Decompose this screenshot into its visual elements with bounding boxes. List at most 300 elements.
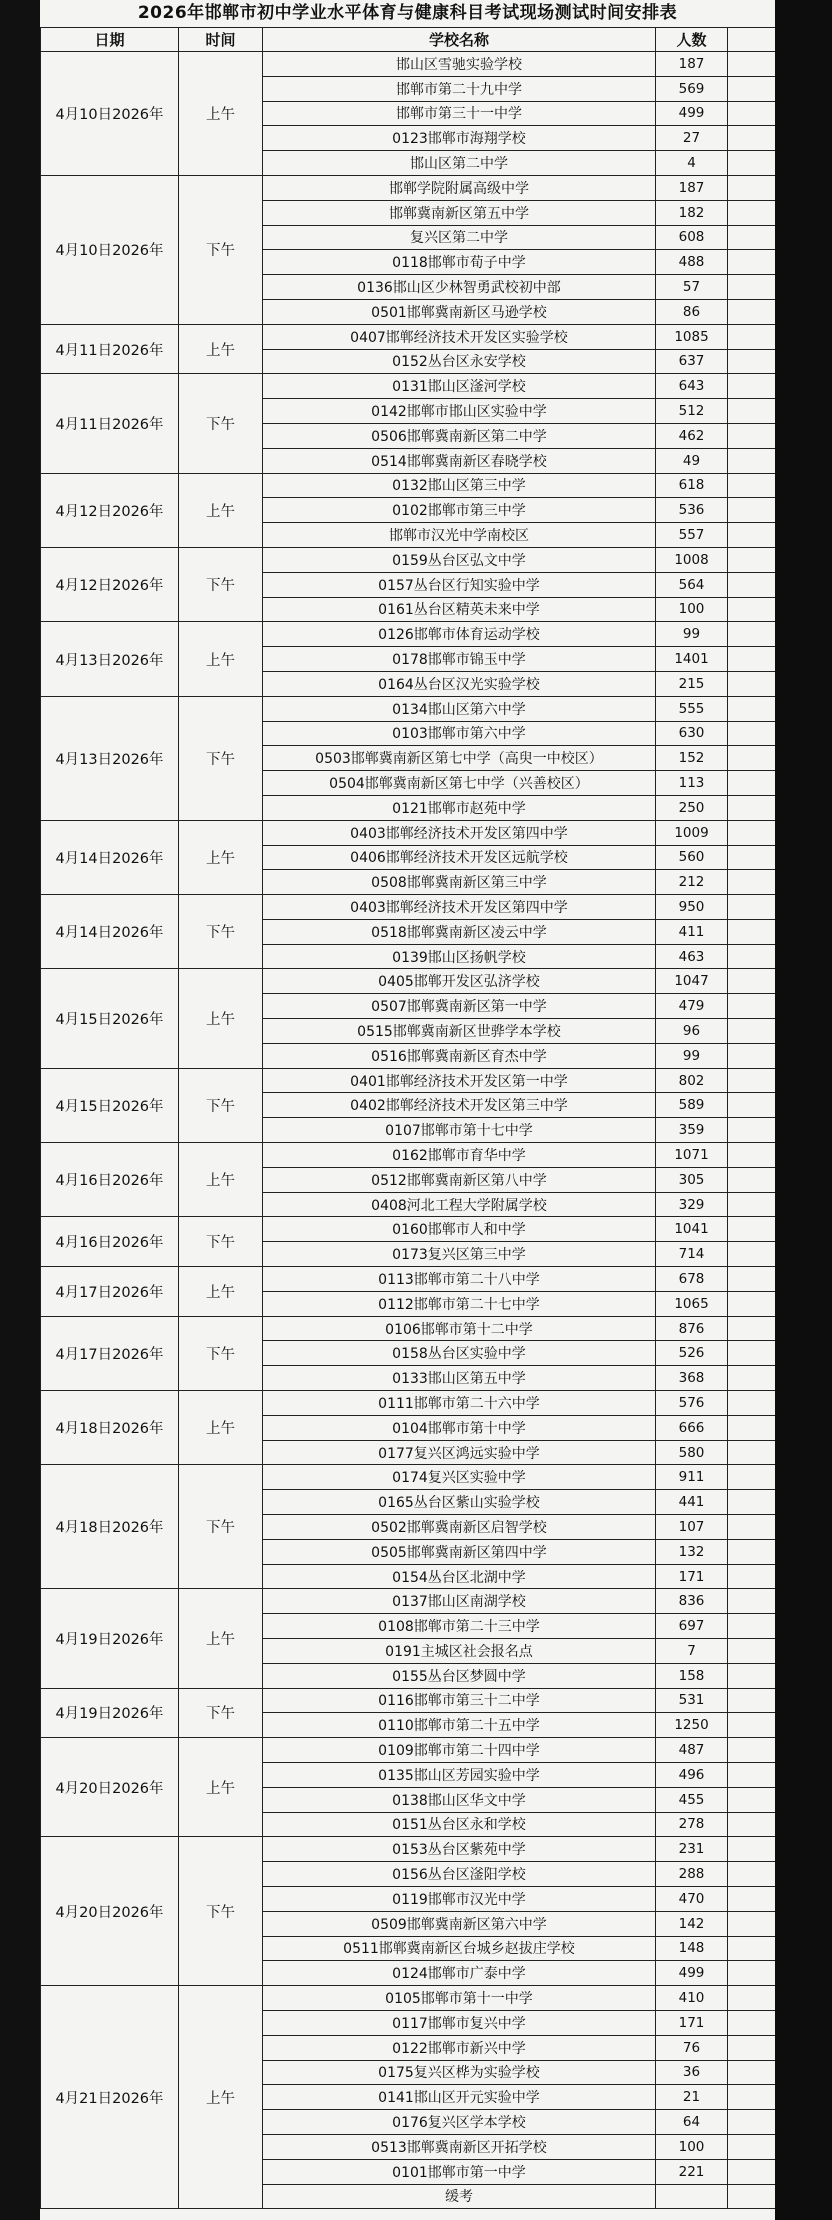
count-cell: 512 — [656, 399, 728, 424]
blank-cell — [728, 2159, 776, 2184]
school-cell: 0138邯山区华文中学 — [263, 1787, 656, 1812]
blank-cell — [728, 523, 776, 548]
blank-cell — [728, 423, 776, 448]
count-cell: 100 — [656, 597, 728, 622]
count-cell: 488 — [656, 250, 728, 275]
blank-cell — [728, 1242, 776, 1267]
blank-cell — [728, 895, 776, 920]
school-cell: 0173复兴区第三中学 — [263, 1242, 656, 1267]
count-cell: 531 — [656, 1688, 728, 1713]
count-cell: 359 — [656, 1118, 728, 1143]
school-cell: 0116邯郸市第三十二中学 — [263, 1688, 656, 1713]
school-cell: 0503邯郸冀南新区第七中学（高臾一中校区） — [263, 746, 656, 771]
date-cell: 4月17日2026年 — [41, 1316, 179, 1390]
count-cell: 487 — [656, 1738, 728, 1763]
count-cell: 305 — [656, 1167, 728, 1192]
blank-cell — [728, 721, 776, 746]
school-cell: 0162邯郸市育华中学 — [263, 1143, 656, 1168]
blank-cell — [728, 1911, 776, 1936]
period-cell: 上午 — [179, 622, 263, 696]
blank-cell — [728, 2085, 776, 2110]
school-cell: 0518邯郸冀南新区凌云中学 — [263, 919, 656, 944]
count-cell: 148 — [656, 1936, 728, 1961]
school-cell: 0133邯山区第五中学 — [263, 1366, 656, 1391]
count-cell: 7 — [656, 1639, 728, 1664]
blank-cell — [728, 299, 776, 324]
count-cell: 1085 — [656, 324, 728, 349]
count-cell: 911 — [656, 1465, 728, 1490]
school-cell: 0136邯山区少林智勇武校初中部 — [263, 275, 656, 300]
date-cell: 4月11日2026年 — [41, 374, 179, 473]
school-cell: 邯山区第二中学 — [263, 151, 656, 176]
count-cell: 836 — [656, 1589, 728, 1614]
table-row — [41, 1589, 776, 1614]
count-cell: 499 — [656, 101, 728, 126]
school-cell: 0175复兴区桦为实验学校 — [263, 2060, 656, 2085]
blank-cell — [728, 1862, 776, 1887]
blank-cell — [728, 1415, 776, 1440]
blank-cell — [728, 324, 776, 349]
blank-cell — [728, 647, 776, 672]
count-cell: 666 — [656, 1415, 728, 1440]
header-time: 时间 — [179, 28, 263, 52]
count-cell: 107 — [656, 1515, 728, 1540]
count-cell: 96 — [656, 1019, 728, 1044]
school-cell: 0160邯郸市人和中学 — [263, 1217, 656, 1242]
school-cell: 0159丛台区弘文中学 — [263, 547, 656, 572]
date-cell: 4月18日2026年 — [41, 1391, 179, 1465]
table-row — [41, 1316, 776, 1341]
school-cell: 0153丛台区紫苑中学 — [263, 1837, 656, 1862]
school-cell: 0178邯郸市锦玉中学 — [263, 647, 656, 672]
date-cell: 4月13日2026年 — [41, 622, 179, 696]
school-cell: 0157丛台区行知实验中学 — [263, 572, 656, 597]
count-cell: 463 — [656, 944, 728, 969]
count-cell: 557 — [656, 523, 728, 548]
blank-cell — [728, 795, 776, 820]
table-row — [41, 895, 776, 920]
blank-cell — [728, 1936, 776, 1961]
count-cell: 462 — [656, 423, 728, 448]
period-cell: 下午 — [179, 374, 263, 473]
school-cell: 0122邯郸市新兴中学 — [263, 2035, 656, 2060]
blank-cell — [728, 919, 776, 944]
count-cell: 100 — [656, 2134, 728, 2159]
count-cell: 576 — [656, 1391, 728, 1416]
count-cell: 171 — [656, 1564, 728, 1589]
period-cell: 上午 — [179, 1143, 263, 1217]
date-cell: 4月10日2026年 — [41, 175, 179, 324]
period-cell: 下午 — [179, 696, 263, 820]
count-cell: 1401 — [656, 647, 728, 672]
school-cell: 0112邯郸市第二十七中学 — [263, 1291, 656, 1316]
count-cell: 678 — [656, 1267, 728, 1292]
school-cell: 0515邯郸冀南新区世骅学本学校 — [263, 1019, 656, 1044]
school-cell: 0165丛台区紫山实验学校 — [263, 1490, 656, 1515]
school-cell: 0512邯郸冀南新区第八中学 — [263, 1167, 656, 1192]
school-cell: 0505邯郸冀南新区第四中学 — [263, 1539, 656, 1564]
period-cell: 下午 — [179, 1465, 263, 1589]
school-cell: 0141邯山区开元实验中学 — [263, 2085, 656, 2110]
count-cell: 479 — [656, 994, 728, 1019]
count-cell: 697 — [656, 1614, 728, 1639]
blank-cell — [728, 2184, 776, 2209]
blank-cell — [728, 2060, 776, 2085]
count-cell: 221 — [656, 2159, 728, 2184]
school-cell: 0139邯山区扬帆学校 — [263, 944, 656, 969]
blank-cell — [728, 2035, 776, 2060]
date-cell: 4月14日2026年 — [41, 895, 179, 969]
date-cell: 4月15日2026年 — [41, 969, 179, 1068]
table-row — [41, 1837, 776, 1862]
school-cell: 0511邯郸冀南新区台城乡赵拔庄学校 — [263, 1936, 656, 1961]
count-cell: 288 — [656, 1862, 728, 1887]
count-cell: 536 — [656, 498, 728, 523]
count-cell: 99 — [656, 622, 728, 647]
count-cell: 187 — [656, 175, 728, 200]
school-cell: 0158丛台区实验中学 — [263, 1341, 656, 1366]
school-cell: 邯郸市汉光中学南校区 — [263, 523, 656, 548]
dark-margin — [775, 0, 832, 2220]
table-row — [41, 1267, 776, 1292]
school-cell: 0109邯郸市第二十四中学 — [263, 1738, 656, 1763]
count-cell: 4 — [656, 151, 728, 176]
count-cell: 1041 — [656, 1217, 728, 1242]
period-cell: 下午 — [179, 1688, 263, 1738]
table-row — [41, 374, 776, 399]
blank-cell — [728, 671, 776, 696]
blank-cell — [728, 2110, 776, 2135]
blank-cell — [728, 52, 776, 77]
school-cell: 0131邯山区滏河学校 — [263, 374, 656, 399]
school-cell: 0132邯山区第三中学 — [263, 473, 656, 498]
school-cell: 0111邯郸市第二十六中学 — [263, 1391, 656, 1416]
count-cell: 589 — [656, 1093, 728, 1118]
period-cell: 下午 — [179, 1837, 263, 1986]
school-cell: 0118邯郸市荀子中学 — [263, 250, 656, 275]
table-row — [41, 1068, 776, 1093]
header-count: 人数 — [656, 28, 728, 52]
blank-cell — [728, 1837, 776, 1862]
blank-cell — [728, 1639, 776, 1664]
blank-cell — [728, 1589, 776, 1614]
period-cell: 上午 — [179, 820, 263, 894]
count-cell: 560 — [656, 845, 728, 870]
school-cell: 0164丛台区汉光实验学校 — [263, 671, 656, 696]
school-cell: 0504邯郸冀南新区第七中学（兴善校区） — [263, 771, 656, 796]
school-cell: 0401邯郸经济技术开发区第一中学 — [263, 1068, 656, 1093]
blank-cell — [728, 1614, 776, 1639]
count-cell: 1047 — [656, 969, 728, 994]
school-cell: 邯郸学院附属高级中学 — [263, 175, 656, 200]
period-cell: 下午 — [179, 547, 263, 621]
period-cell: 上午 — [179, 52, 263, 176]
blank-cell — [728, 1762, 776, 1787]
blank-cell — [728, 1043, 776, 1068]
count-cell: 278 — [656, 1812, 728, 1837]
header-date: 日期 — [41, 28, 179, 52]
school-cell: 0516邯郸冀南新区育杰中学 — [263, 1043, 656, 1068]
table-row — [41, 1217, 776, 1242]
date-cell: 4月21日2026年 — [41, 1986, 179, 2209]
school-cell: 0105邯郸市第十一中学 — [263, 1986, 656, 2011]
school-cell: 邯山区雪驰实验学校 — [263, 52, 656, 77]
blank-cell — [728, 1366, 776, 1391]
school-cell: 0403邯郸经济技术开发区第四中学 — [263, 820, 656, 845]
school-cell: 0134邯山区第六中学 — [263, 696, 656, 721]
count-cell: 499 — [656, 1961, 728, 1986]
count-cell: 158 — [656, 1663, 728, 1688]
count-cell: 643 — [656, 374, 728, 399]
header-school: 学校名称 — [263, 28, 656, 52]
school-cell: 0513邯郸冀南新区开拓学校 — [263, 2134, 656, 2159]
count-cell: 142 — [656, 1911, 728, 1936]
period-cell: 上午 — [179, 1738, 263, 1837]
count-cell: 950 — [656, 895, 728, 920]
count-cell: 27 — [656, 126, 728, 151]
school-cell: 邯郸市第三十一中学 — [263, 101, 656, 126]
blank-cell — [728, 1515, 776, 1540]
count-cell: 113 — [656, 771, 728, 796]
blank-cell — [728, 200, 776, 225]
school-cell: 0137邯山区南湖学校 — [263, 1589, 656, 1614]
date-cell: 4月11日2026年 — [41, 324, 179, 374]
count-cell: 496 — [656, 1762, 728, 1787]
school-cell: 0152丛台区永安学校 — [263, 349, 656, 374]
count-cell: 36 — [656, 2060, 728, 2085]
count-cell: 152 — [656, 746, 728, 771]
school-cell: 0407邯郸经济技术开发区实验学校 — [263, 324, 656, 349]
period-cell: 上午 — [179, 473, 263, 547]
date-cell: 4月17日2026年 — [41, 1267, 179, 1317]
document-page — [40, 0, 775, 2220]
count-cell: 1008 — [656, 547, 728, 572]
school-cell: 0104邯郸市第十中学 — [263, 1415, 656, 1440]
count-cell: 187 — [656, 52, 728, 77]
blank-cell — [728, 126, 776, 151]
blank-cell — [728, 1118, 776, 1143]
school-cell: 0403邯郸经济技术开发区第四中学 — [263, 895, 656, 920]
school-cell: 0155丛台区梦圆中学 — [263, 1663, 656, 1688]
blank-cell — [728, 498, 776, 523]
school-cell: 0406邯郸经济技术开发区远航学校 — [263, 845, 656, 870]
period-cell: 上午 — [179, 1267, 263, 1317]
blank-cell — [728, 1068, 776, 1093]
school-cell: 0174复兴区实验中学 — [263, 1465, 656, 1490]
count-cell: 564 — [656, 572, 728, 597]
school-cell: 0507邯郸冀南新区第一中学 — [263, 994, 656, 1019]
table-row — [41, 969, 776, 994]
blank-cell — [728, 1490, 776, 1515]
blank-cell — [728, 448, 776, 473]
period-cell: 上午 — [179, 1589, 263, 1688]
blank-cell — [728, 1886, 776, 1911]
blank-cell — [728, 994, 776, 1019]
count-cell: 1071 — [656, 1143, 728, 1168]
date-cell: 4月12日2026年 — [41, 547, 179, 621]
count-cell: 630 — [656, 721, 728, 746]
period-cell: 下午 — [179, 1068, 263, 1142]
school-cell: 0408河北工程大学附属学校 — [263, 1192, 656, 1217]
blank-cell — [728, 696, 776, 721]
period-cell: 上午 — [179, 324, 263, 374]
blank-cell — [728, 1341, 776, 1366]
count-cell: 64 — [656, 2110, 728, 2135]
school-cell: 0135邯山区芳园实验中学 — [263, 1762, 656, 1787]
school-cell: 0119邯郸市汉光中学 — [263, 1886, 656, 1911]
school-cell: 缓考 — [263, 2184, 656, 2209]
table-row — [41, 1738, 776, 1763]
blank-cell — [728, 473, 776, 498]
count-cell: 410 — [656, 1986, 728, 2011]
school-cell: 0506邯郸冀南新区第二中学 — [263, 423, 656, 448]
school-cell: 0501邯郸冀南新区马逊学校 — [263, 299, 656, 324]
period-cell: 上午 — [179, 1986, 263, 2209]
school-cell: 0123邯郸市海翔学校 — [263, 126, 656, 151]
school-cell: 0156丛台区滏阳学校 — [263, 1862, 656, 1887]
count-cell: 1009 — [656, 820, 728, 845]
school-cell: 0142邯郸市邯山区实验中学 — [263, 399, 656, 424]
blank-cell — [728, 1391, 776, 1416]
blank-cell — [728, 944, 776, 969]
school-cell: 0113邯郸市第二十八中学 — [263, 1267, 656, 1292]
date-cell: 4月10日2026年 — [41, 52, 179, 176]
count-cell: 182 — [656, 200, 728, 225]
school-cell: 0108邯郸市第二十三中学 — [263, 1614, 656, 1639]
count-cell: 212 — [656, 870, 728, 895]
blank-cell — [728, 1267, 776, 1292]
count-cell: 526 — [656, 1341, 728, 1366]
blank-cell — [728, 746, 776, 771]
blank-cell — [728, 771, 776, 796]
page-title: 2026年邯郸市初中学业水平体育与健康科目考试现场测试时间安排表 — [137, 3, 678, 23]
school-cell: 0191主城区社会报名点 — [263, 1639, 656, 1664]
header-blank — [728, 28, 776, 52]
blank-cell — [728, 1787, 776, 1812]
blank-cell — [728, 101, 776, 126]
school-cell: 0126邯郸市体育运动学校 — [263, 622, 656, 647]
table-row — [41, 175, 776, 200]
count-cell: 329 — [656, 1192, 728, 1217]
blank-cell — [728, 1093, 776, 1118]
school-cell: 0176复兴区学本学校 — [263, 2110, 656, 2135]
school-cell: 复兴区第二中学 — [263, 225, 656, 250]
school-cell: 0177复兴区鸿远实验中学 — [263, 1440, 656, 1465]
table-row — [41, 52, 776, 77]
blank-cell — [728, 1291, 776, 1316]
count-cell: 368 — [656, 1366, 728, 1391]
date-cell: 4月12日2026年 — [41, 473, 179, 547]
count-cell: 455 — [656, 1787, 728, 1812]
blank-cell — [728, 1688, 776, 1713]
school-cell: 0124邯郸市广泰中学 — [263, 1961, 656, 1986]
blank-cell — [728, 1986, 776, 2011]
school-cell: 0102邯郸市第三中学 — [263, 498, 656, 523]
blank-cell — [728, 399, 776, 424]
blank-cell — [728, 76, 776, 101]
school-cell: 0405邯郸开发区弘济学校 — [263, 969, 656, 994]
school-cell: 0154丛台区北湖中学 — [263, 1564, 656, 1589]
header-row — [41, 28, 776, 52]
count-cell: 555 — [656, 696, 728, 721]
blank-cell — [728, 1316, 776, 1341]
school-cell: 0402邯郸经济技术开发区第三中学 — [263, 1093, 656, 1118]
blank-cell — [728, 1713, 776, 1738]
school-cell: 0161丛台区精英未来中学 — [263, 597, 656, 622]
count-cell: 714 — [656, 1242, 728, 1267]
date-cell: 4月14日2026年 — [41, 820, 179, 894]
school-cell: 0101邯郸市第一中学 — [263, 2159, 656, 2184]
blank-cell — [728, 845, 776, 870]
count-cell: 569 — [656, 76, 728, 101]
blank-cell — [728, 1465, 776, 1490]
blank-cell — [728, 374, 776, 399]
school-cell: 0107邯郸市第十七中学 — [263, 1118, 656, 1143]
school-cell: 0502邯郸冀南新区启智学校 — [263, 1515, 656, 1540]
period-cell: 下午 — [179, 895, 263, 969]
blank-cell — [728, 1961, 776, 1986]
count-cell: 608 — [656, 225, 728, 250]
blank-cell — [728, 1812, 776, 1837]
count-cell: 1065 — [656, 1291, 728, 1316]
school-cell: 0508邯郸冀南新区第三中学 — [263, 870, 656, 895]
count-cell: 250 — [656, 795, 728, 820]
table-row — [41, 696, 776, 721]
count-cell: 470 — [656, 1886, 728, 1911]
blank-cell — [728, 175, 776, 200]
school-cell: 0103邯郸市第六中学 — [263, 721, 656, 746]
period-cell: 下午 — [179, 1217, 263, 1267]
period-cell: 下午 — [179, 175, 263, 324]
date-cell: 4月16日2026年 — [41, 1217, 179, 1267]
table-row — [41, 1465, 776, 1490]
period-cell: 下午 — [179, 1316, 263, 1390]
schedule-body — [41, 52, 776, 2209]
blank-cell — [728, 1217, 776, 1242]
school-cell: 0110邯郸市第二十五中学 — [263, 1713, 656, 1738]
blank-cell — [728, 1143, 776, 1168]
blank-cell — [728, 1167, 776, 1192]
date-cell: 4月15日2026年 — [41, 1068, 179, 1142]
date-cell: 4月19日2026年 — [41, 1688, 179, 1738]
school-cell: 0151丛台区永和学校 — [263, 1812, 656, 1837]
table-row — [41, 1391, 776, 1416]
count-cell: 876 — [656, 1316, 728, 1341]
school-cell: 邯郸市第二十九中学 — [263, 76, 656, 101]
date-cell: 4月20日2026年 — [41, 1837, 179, 1986]
blank-cell — [728, 250, 776, 275]
blank-cell — [728, 572, 776, 597]
count-cell: 99 — [656, 1043, 728, 1068]
blank-cell — [728, 1738, 776, 1763]
table-row — [41, 473, 776, 498]
count-cell: 132 — [656, 1539, 728, 1564]
period-cell: 上午 — [179, 969, 263, 1068]
blank-cell — [728, 275, 776, 300]
date-cell: 4月20日2026年 — [41, 1738, 179, 1837]
school-cell: 0509邯郸冀南新区第六中学 — [263, 1911, 656, 1936]
school-cell: 邯郸冀南新区第五中学 — [263, 200, 656, 225]
blank-cell — [728, 1019, 776, 1044]
count-cell: 1250 — [656, 1713, 728, 1738]
count-cell: 171 — [656, 2010, 728, 2035]
count-cell: 21 — [656, 2085, 728, 2110]
blank-cell — [728, 349, 776, 374]
date-cell: 4月13日2026年 — [41, 696, 179, 820]
blank-cell — [728, 2134, 776, 2159]
blank-cell — [728, 1663, 776, 1688]
blank-cell — [728, 870, 776, 895]
